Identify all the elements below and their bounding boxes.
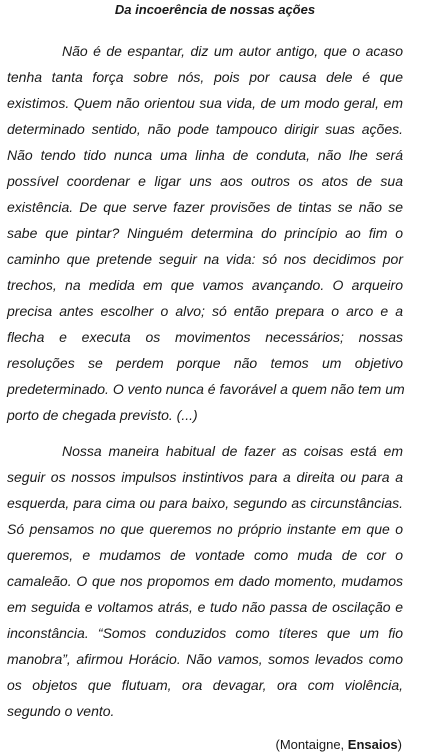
text-line: predeterminado. O vento nunca é favorável a quem não tem um [7, 381, 405, 397]
citation [276, 736, 402, 753]
text-line: tenha tanta força sobre nós, pois por causa dele é que [7, 69, 403, 85]
text-line: sabe que pintar? Ninguém determina do princípio ao fim o [7, 225, 403, 241]
document-title: Da incoerência de nossas ações [114, 2, 316, 17]
text-line: manobra”, afirmou Horácio. Não vamos, somos levados como [7, 651, 403, 667]
text-line: inconstância. “Somos conduzidos como títeres que um fio [7, 625, 403, 641]
text-line: porto de chegada previsto. (...) [7, 407, 198, 423]
text-line: em seguida e voltamos atrás, e tudo não passa de oscilação e [7, 599, 403, 615]
text-line: possível coordenar e ligar uns aos outros os atos de sua [7, 173, 403, 189]
citation-author: (Montaigne, [275, 737, 345, 752]
text-line: Não tendo tido nunca uma linha de conduta, não lhe será [7, 147, 403, 163]
text-line: Só pensamos no que queremos no próprio instante em que o [7, 521, 403, 537]
text-line: segundo o vento. [7, 703, 115, 719]
text-line: esquerda, para cima ou para baixo, segundo as circunstâncias. [7, 495, 403, 511]
text-line: os objetos que flutuam, ora devagar, ora com violência, [7, 677, 403, 693]
text-line: trechos, na medida em que vamos avançando. O arqueiro [7, 277, 403, 293]
text-line: queremos, e mudamos de vontade como muda de cor o [7, 547, 403, 563]
text-line: existência. De que serve fazer provisões de tintas se não se [7, 199, 403, 215]
citation-close: ) [397, 737, 402, 752]
text-line: Nossa maneira habitual de fazer as coisas está em [62, 443, 403, 459]
text-line: precisa antes escolher o alvo; só então prepara o arco e a [7, 303, 403, 319]
text-line: Não é de espantar, diz um autor antigo, que o acaso [62, 43, 403, 59]
text-line: existimos. Quem não orientou sua vida, de um modo geral, em [7, 95, 403, 111]
text-line: caminho que pretende seguir na vida: só nos decidimos por [7, 251, 403, 267]
text-line: resoluções se perdem porque não temos um objetivo [7, 355, 403, 371]
text-line: camaleão. O que nos propomos em dado momento, mudamos [7, 573, 403, 589]
text-line: flecha e executa os movimentos necessários; nossas [7, 329, 403, 345]
text-line: determinado sentido, não pode tampouco dirigir suas ações. [7, 121, 403, 137]
text-line: seguir os nossos impulsos instintivos para a direita ou para a [7, 469, 403, 485]
citation-work: Ensaios [347, 737, 398, 752]
